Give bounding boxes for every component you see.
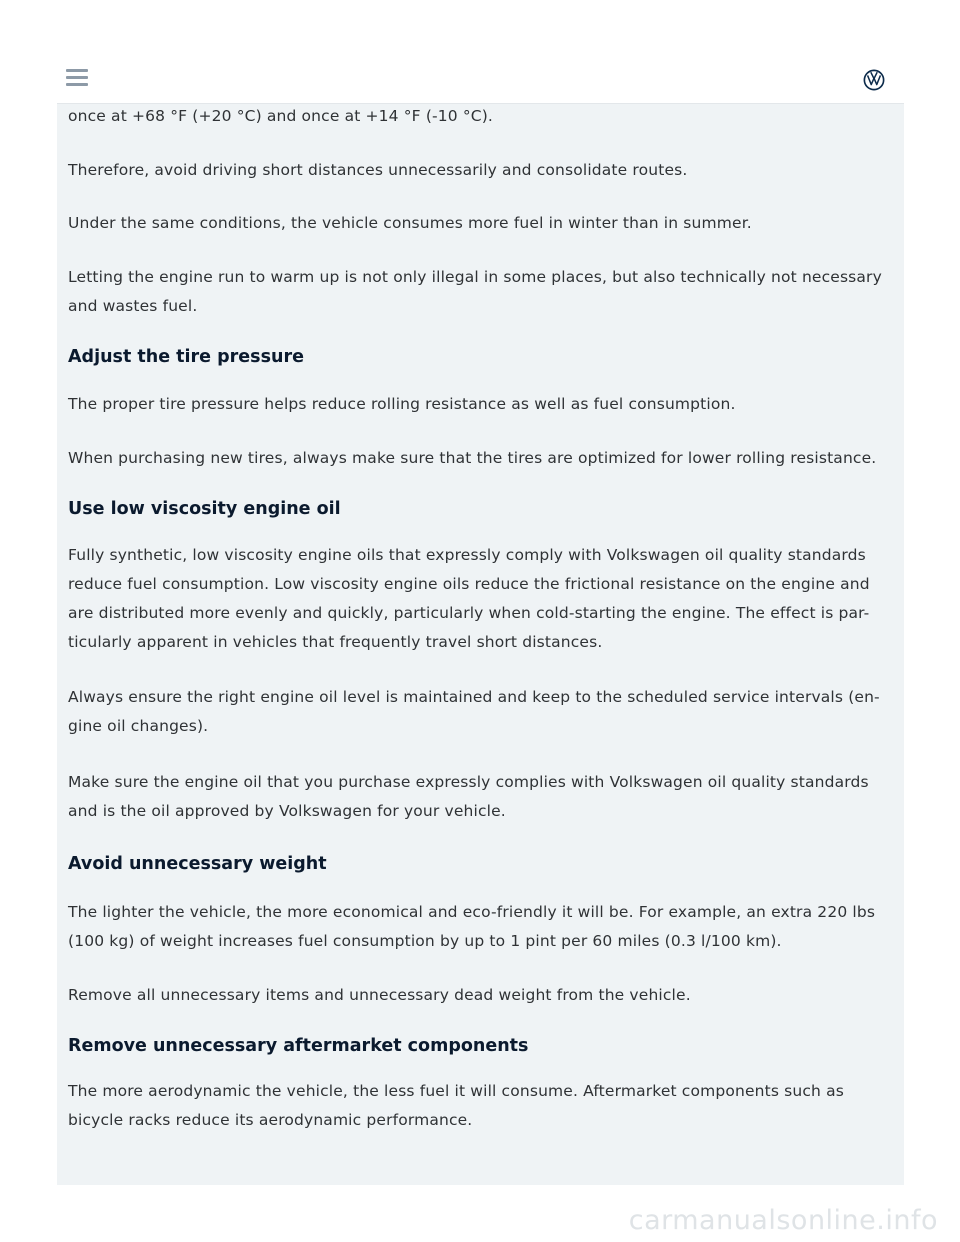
paragraph-aerodynamics [68, 1077, 898, 1135]
paragraph-line: Make sure the engine oil that you purchase expressly complies with Volkswagen oil quality standards [68, 773, 869, 791]
paragraph-short-distances: Therefore, avoid driving short distances unnecessarily and consolidate routes. [68, 161, 688, 179]
paragraph-line: The more aerodynamic the vehicle, the less fuel it will consume. Aftermarket components such as [68, 1082, 844, 1100]
hamburger-menu-icon[interactable] [66, 69, 88, 87]
paragraph-winter: Under the same conditions, the vehicle consumes more fuel in winter than in summer. [68, 214, 752, 232]
paragraph-weight [68, 898, 898, 956]
paragraph-line: Fully synthetic, low viscosity engine oils that expressly comply with Volkswagen oil quality standards [68, 546, 866, 564]
heading-engine-oil: Use low viscosity engine oil [68, 499, 341, 519]
heading-tire-pressure: Adjust the tire pressure [68, 347, 304, 367]
vw-logo-icon[interactable] [863, 69, 885, 91]
paragraph-low-viscosity [68, 541, 898, 657]
paragraph-line: Always ensure the right engine oil level is maintained and keep to the scheduled service intervals (en- [68, 688, 880, 706]
paragraph-oil-level [68, 683, 898, 741]
paragraph-line: reduce fuel consumption. Low viscosity engine oils reduce the frictional resistance on the engine and [68, 575, 870, 593]
paragraph-new-tires: When purchasing new tires, always make sure that the tires are optimized for lower rolling resistance. [68, 449, 877, 467]
paragraph-tire-pressure: The proper tire pressure helps reduce rolling resistance as well as fuel consumption. [68, 395, 736, 413]
paragraph-line: gine oil changes). [68, 717, 209, 735]
paragraph-line: ticularly apparent in vehicles that frequently travel short distances. [68, 633, 603, 651]
paragraph-line: The lighter the vehicle, the more economical and eco-friendly it will be. For example, an extra 220 lbs [68, 903, 876, 921]
manual-content [57, 104, 904, 1185]
heading-weight: Avoid unnecessary weight [68, 854, 327, 874]
paragraph-line: bicycle racks reduce its aerodynamic performance. [68, 1111, 473, 1129]
paragraph-line: and is the oil approved by Volkswagen for your vehicle. [68, 802, 506, 820]
paragraph-oil-approval [68, 768, 898, 826]
paragraph-line: and wastes fuel. [68, 297, 198, 315]
watermark: carmanualsonline.info [628, 1205, 938, 1236]
top-bar [57, 57, 904, 104]
paragraph-temperature: once at +68 °F (+20 °C) and once at +14 °F (-10 °C). [68, 107, 494, 125]
paragraph-dead-weight: Remove all unnecessary items and unnecessary dead weight from the vehicle. [68, 986, 691, 1004]
paragraph-line: are distributed more evenly and quickly, particularly when cold-starting the engine. The effect is par- [68, 604, 870, 622]
paragraph-line: Letting the engine run to warm up is not only illegal in some places, but also technically not necessary [68, 268, 882, 286]
paragraph-line: (100 kg) of weight increases fuel consumption by up to 1 pint per 60 miles (0.3 l/100 km). [68, 932, 782, 950]
paragraph-warm-up [68, 263, 898, 321]
heading-aftermarket: Remove unnecessary aftermarket components [68, 1036, 529, 1056]
